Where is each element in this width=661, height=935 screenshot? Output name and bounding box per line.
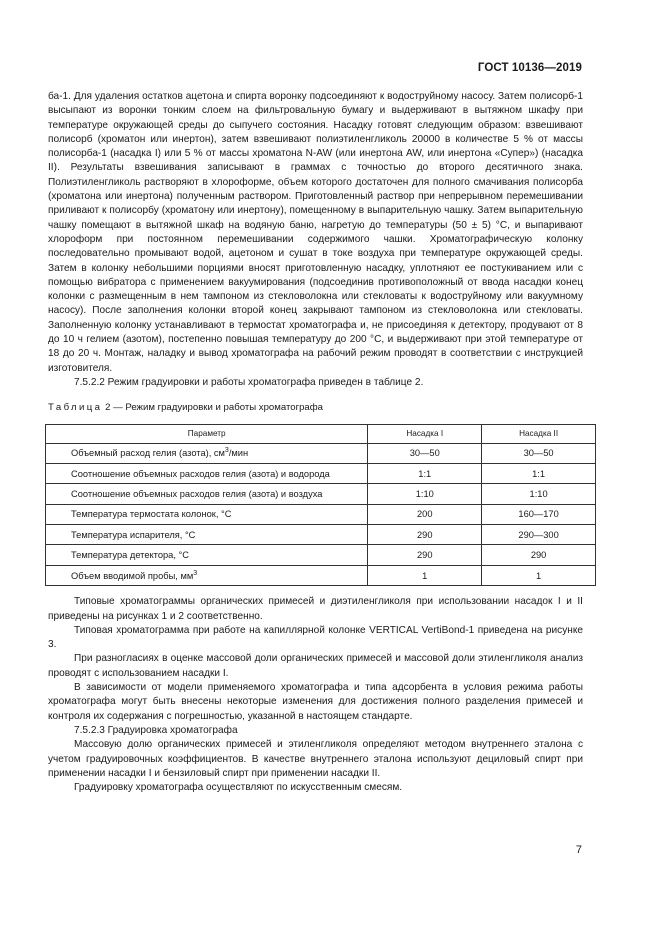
table-caption: [48, 401, 583, 415]
nasadka-2-value: 1: [482, 565, 596, 585]
nasadka-2-value: 30—50: [482, 443, 596, 463]
paragraph: Массовую долю органических примесей и этиленгликоля определяют методом внутреннего эталона с учетом градуировочных коэффициентов. В качестве внутреннего эталона используют дециловый спирт при применении насадки I и бензиловый спирт при применении насадки II.: [48, 739, 583, 779]
table-caption-label: Таблица: [48, 402, 103, 414]
param-cell: [46, 565, 368, 585]
param-cell: [46, 504, 368, 524]
table-row: [46, 484, 596, 504]
table-row: [46, 504, 596, 524]
column-header-nasadka-1: Насадка I: [368, 424, 482, 443]
nasadka-1-value: 200: [368, 504, 482, 524]
column-header-param: Параметр: [46, 424, 368, 443]
table-row: [46, 525, 596, 545]
nasadka-2-value: 290: [482, 545, 596, 565]
param-text: Объемный расход гелия (азота), см: [71, 448, 225, 459]
nasadka-1-value: 30—50: [368, 443, 482, 463]
param-text: Температура термостата колонок, °С: [71, 509, 232, 520]
nasadka-1-value: 290: [368, 545, 482, 565]
paragraph: При разногласиях в оценке массовой доли органических примесей и массовой доли этиленгликоля анализ проводят с использованием насадки I.: [48, 653, 583, 679]
table-row: [46, 463, 596, 483]
nasadka-1-value: 1:1: [368, 463, 482, 483]
column-header-nasadka-2: Насадка II: [482, 424, 596, 443]
nasadka-2-value: 1:1: [482, 463, 596, 483]
nasadka-1-value: 1: [368, 565, 482, 585]
param-text: Соотношение объемных расходов гелия (азота) и воздуха: [71, 489, 323, 499]
nasadka-2-value: 1:10: [482, 484, 596, 504]
params-table: [45, 424, 596, 587]
document-body: [48, 90, 583, 795]
param-cell: [46, 545, 368, 565]
nasadka-2-value: 290—300: [482, 525, 596, 545]
param-text: Соотношение объемных расходов гелия (азота) и водорода: [71, 468, 330, 479]
table-caption-text: 2 — Режим градуировки и работы хроматографа: [105, 402, 323, 414]
page-number: 7: [575, 844, 582, 856]
param-cell: [46, 463, 368, 483]
param-unit-superscript: 3: [193, 569, 198, 577]
param-cell: [46, 525, 368, 545]
paragraph: ба-1. Для удаления остатков ацетона и спирта воронку подсоединяют к водоструйному насосу. Затем полисорб-1 высыпают из воронки тонким слоем на фильтровальную бумагу и выдерживают в вытяжном шкафу при температуре окружающей среды до сыпучего состояния. Насадку готовят следующим образом: взвешивают полисорб (хроматон или инертон), затем взвешивают полиэтиленгликоль 20000 в количестве 5 % от массы полисорба-1 (насадка I) или 5 % от массы хроматона N-AW (или инертона AW, или инертона «Супер») (насадка II). Результаты взвешивания записывают в граммах с точностью до второго десятичного знака. Полиэтиленгликоль растворяют в хлороформе, объем которого достаточен для полного смачивания полисорба (хроматона или инертона) полученным раствором. Приготовленный раствор при непрерывном перемешивании приливают к полисорбу (хроматону или инертону), помещенному в выпарительную чашку. Затем выпарительную чашку помещают в вытяжной шкаф на водяную баню, нагретую до температуры (50 ± 5) °С, и выпаривают хлороформ при постоянном перемешивании содержимого чашки. Хроматографическую колонку последовательно промывают водой, ацетоном и сушат в токе воздуха при температуре окружающей среды. Затем в колонку небольшими порциями вносят приготовленную насадку, уплотняют ее постукиванием или с помощью вибратора с применением вакуумирования (подсоединив противоположный от ввода насадки конец колонки с размещенным в нем тампоном из стекловолокна или стекловаты к водоструйному или вакуумному насосу). После заполнения колонки второй конец закрывают тампоном из стекловолокна или стекловаты. Заполненную колонку устанавливают в термостат хроматографа и, не присоединяя к детектору, продувают от 8 до 10 ч гелием (азотом), постепенно повышая температуру до 200 °С, и выдерживают при этой температуре от 18 до 20 ч. Монтаж, наладку и вывод хроматографа на рабочий режим проводят в соответствии с инструкцией изготовителя.: [48, 91, 583, 374]
param-unit-superscript: 3: [224, 447, 229, 455]
paragraph: Типовая хроматограмма при работе на капиллярной колонке VERTICAL VertiBond-1 приведена на рисунке 3.: [48, 624, 583, 651]
table-row: [46, 443, 596, 463]
paragraph: 7.5.2.2 Режим градуировки и работы хроматографа приведен в таблице 2.: [74, 376, 424, 388]
nasadka-1-value: 1:10: [368, 484, 482, 504]
param-cell: [46, 484, 368, 504]
param-text: Объем вводимой пробы, мм: [71, 570, 194, 581]
param-cell: [46, 443, 368, 463]
table-header-row: [46, 424, 596, 443]
param-unit-tail: /мин: [228, 448, 249, 459]
document-header: ГОСТ 10136—2019: [477, 62, 582, 74]
paragraph: Типовые хроматограммы органических примесей и диэтиленгликоля при использовании насадок I и II приведены на рисунках 1 и 2 соответственно.: [48, 596, 583, 622]
param-text: Температура детектора, °С: [71, 550, 189, 561]
section-heading: 7.5.2.3 Градуировка хроматографа: [74, 724, 238, 736]
param-text: Температура испарителя, °С: [71, 529, 196, 540]
paragraph: Градуировку хроматографа осуществляют по искусственным смесям.: [74, 782, 403, 794]
nasadka-1-value: 290: [368, 525, 482, 545]
paragraph: В зависимости от модели применяемого хроматографа и типа адсорбента в условия режима работы хроматографа могут быть внесены некоторые изменения для достижения полного разделения примесей и контроля их содержания с погрешностью, указанной в настоящем стандарте.: [48, 682, 583, 722]
table-row: [46, 545, 596, 565]
table-row: [46, 565, 596, 585]
nasadka-2-value: 160—170: [482, 504, 596, 524]
